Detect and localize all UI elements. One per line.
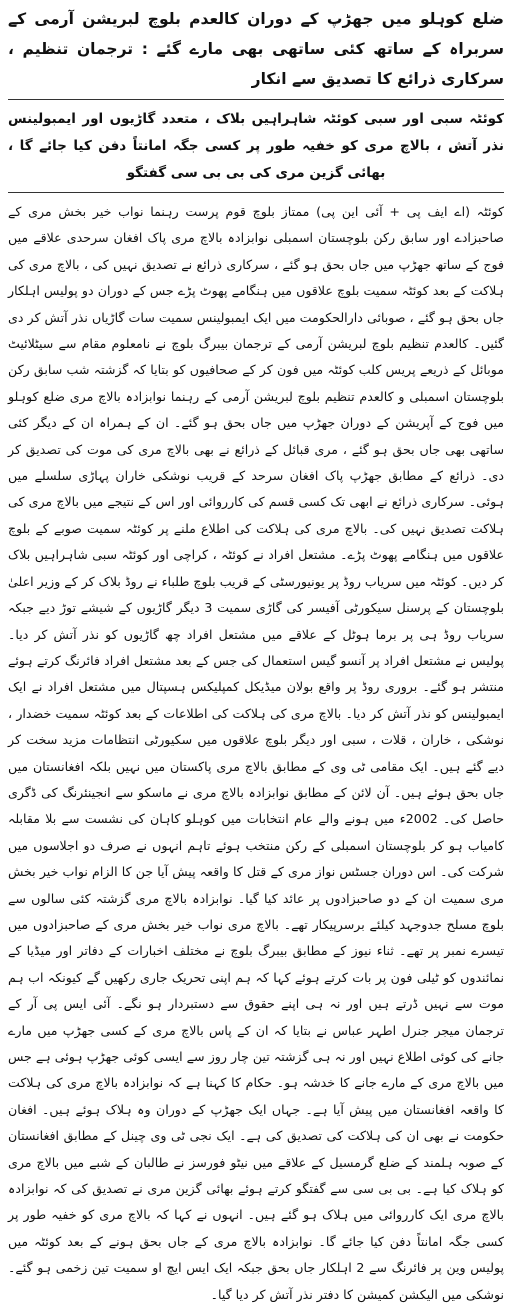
article-body: کوئٹہ (اے ایف پی + آئی این پی) ممتاز بلوچ قوم پرست رہنما نواب خیر بخش مری کے صاحبزادے اور سابق رکن بلوچستان اسمبلی نوابزادہ بالاچ مری پاک افغان سرحدی علاقے میں فوج کے ساتھ جھڑپ میں جاں بحق ہو گئے ، سرکاری ذرائع نے تصدیق نہیں کی ، بالاچ مری کی ہلاکت کے بعد کوئٹہ سمیت بلوچ علاقوں میں ہنگامے پھوٹ پڑے جس کے دوران دو پولیس اہلکار جاں بحق ہو گئے ، صوبائی دارالحکومت میں ایک ایمبولینس سمیت سات گاڑیاں نذر آتش کر دی گئیں۔ کالعدم تنظیم بلوچ لبریشن آرمی کے ترجمان بیبرگ بلوچ نے نامعلوم مقام سے سیٹلائیٹ موبائل کے ذریعے پریس کلب کوئٹہ میں فون کر کے صحافیوں کو بتایا کہ گزشتہ شب سابق رکن بلوچستان اسمبلی و کالعدم تنظیم بلوچ لبریشن آرمی کے رہنما نوابزادہ بالاچ مری ضلع کوہلو میں فوج کے آپریشن کے دوران جھڑپ میں جاں بحق ہو گئے۔ ان کے ہمراہ ان کے دیگر کئی ساتھی بھی جاں بحق ہو گئے ، مری قبائل کے ذرائع نے بھی بالاچ مری کی موت کی تصدیق کر دی۔ ذرائع کے مطابق جھڑپ پاک افغان سرحد کے قریب نوشکی خاران پہاڑی سلسلے میں ہوئی۔ سرکاری ذرائع نے ابھی تک کسی قسم کی کارروائی اور اس کے نتیجے میں بالاچ مری کی ہلاکت تصدیق نہیں کی۔ بالاچ مری کی ہلاکت کی اطلاع ملنے پر کوئٹہ سمیت صوبے کے بلوچ علاقوں میں ہنگامے پھوٹ پڑے۔ مشتعل افراد نے کوئٹہ ، کراچی اور کوئٹہ سبی شاہراہیں بلاک کر دیں۔ کوئٹہ میں سریاب روڈ پر یونیورسٹی کے قریب بلوچ طلباء نے روڈ بلاک کر کے وزیر اعلیٰ بلوچستان کے پرسنل سیکورٹی آفیسر کی گاڑی سمیت 3 دیگر گاڑیوں کے شیشے توڑ دیے جبکہ سریاب روڈ ہی پر برما ہوٹل کے علاقے میں مشتعل افراد چھ گاڑیوں کو نذر آتش کر دیا۔ پولیس نے مشتعل افراد پر آنسو گیس استعمال کی جس کے بعد مشتعل افراد فائرنگ کرتے ہوئے منتشر ہو گئے۔ بروری روڈ پر واقع بولان میڈیکل کمپلیکس ہسپتال میں مشتعل افراد نے ایک ایمبولینس کو نذر آتش کر دیا۔ بالاچ مری کی ہلاکت کی اطلاعات کے بعد کوئٹہ سمیت خضدار ، نوشکی ، خاران ، قلات ، سبی اور دیگر بلوچ علاقوں میں سکیورٹی انتظامات مزید سخت کر دیے گئے ہیں۔ ایک مقامی ٹی وی کے مطابق بالاچ مری پاکستان میں نہیں بلکہ افغانستان میں جاں بحق ہوئے ہیں۔ آن لائن کے مطابق نوابزادہ بالاچ مری نے ماسکو سے انجینئرنگ کی ڈگری حاصل کی۔ 2002ء میں ہونے والے عام انتخابات میں کوہلو کاہان کی نشست سے بلا مقابلہ کامیاب ہو کر بلوچستان اسمبلی کے رکن منتخب ہوئے تاہم انہوں نے صرف دو اجلاسوں میں شرکت کی۔ اس دوران جسٹس نواز مری کے قتل کا واقعہ پیش آیا جن کا الزام نواب خیر بخش مری سمیت ان کے دو صاحبزادوں پر عائد کیا گیا۔ نوابزادہ بالاچ مری گزشتہ کئی سالوں سے بلوچ مسلح جدوجہد کیلئے برسرپیکار تھے۔ بالاچ مری نواب خیر بخش مری کے صاحبزادوں میں تیسرے نمبر پر تھے۔ ثناء نیوز کے مطابق بیبرگ بلوچ نے مختلف اخبارات کے دفاتر اور میڈیا کے نمائندوں کو ٹیلی فون پر بات کرتے ہوئے کہا کہ ہم اپنی تحریک جاری رکھیں گے کیونکہ اب ہم موت سے نہیں ڈرتے ہیں اور نہ ہی اپنے حقوق سے دستبردار ہو نگے۔ آئی ایس پی آر کے ترجمان میجر جنرل اطہر عباس نے بتایا کہ ان کے پاس بالاچ مری کے کسی جھڑپ میں مارے جانے کی کوئی اطلاع نہیں اور نہ ہی گزشتہ تین چار روز سے ایسی کوئی جھڑپ ہوئی ہے جس میں بالاچ مری کے مارے جانے کا خدشہ ہو۔ حکام کا کہنا ہے کہ نوابزادہ بالاچ مری کی ہلاکت کا واقعہ افغانستان میں پیش آیا ہے۔ جہاں ایک جھڑپ کے دوران وہ ہلاک ہوئے ہیں۔ افغان حکومت نے بھی ان کی ہلاکت کی تصدیق کی ہے۔ ایک نجی ٹی وی چینل کے مطابق افغانستان کے صوبہ ہلمند کے ضلع گرمسیل کے علاقے میں نیٹو فورسز نے طالبان کے شبے میں بالاچ مری کو ہلاک کیا ہے۔ بی بی سی سے گفتگو کرتے ہوئے بھائی گزین مری نے تصدیق کی کہ نوابزادہ بالاچ مری ایک کارروائی میں ہلاک ہو گئے ہیں۔ انہوں نے کہا کہ بالاچ مری کو خفیہ طور پر کسی جگہ امانتاً دفن کیا جائے گا۔ نوابزادہ بالاچ مری کے جاں بحق ہونے کے بعد کوئٹہ میں پولیس وین پر فائرنگ سے 2 اہلکار جاں بحق جبکہ ایک ایس ایچ او سمیت تین زخمی ہو گئے۔ نوشکی میں الیکشن کمیشن کا دفتر نذر آتش کر دیا گیا۔ [8, 204, 504, 1302]
divider-bottom [8, 192, 504, 193]
headline: ضلع کوہلو میں جھڑپ کے دوران کالعدم بلوچ لبریشن آرمی کے سربراہ کے ساتھ کئی ساتھی بھی مارے گئے : ترجمان تنظیم ، سرکاری ذرائع کا تصدیق سے انکار [8, 10, 504, 88]
subheadline: کوئٹہ سبی اور سبی کوئٹہ شاہراہیں بلاک ، متعدد گاڑیوں اور ایمبولینس نذر آتش ، بالاچ مری کو خفیہ طور پر کسی جگہ امانتاً دفن کیا جائے گا ، بھائی گزین مری کی بی بی سی گفتگو [8, 111, 504, 181]
divider-top [8, 99, 504, 100]
